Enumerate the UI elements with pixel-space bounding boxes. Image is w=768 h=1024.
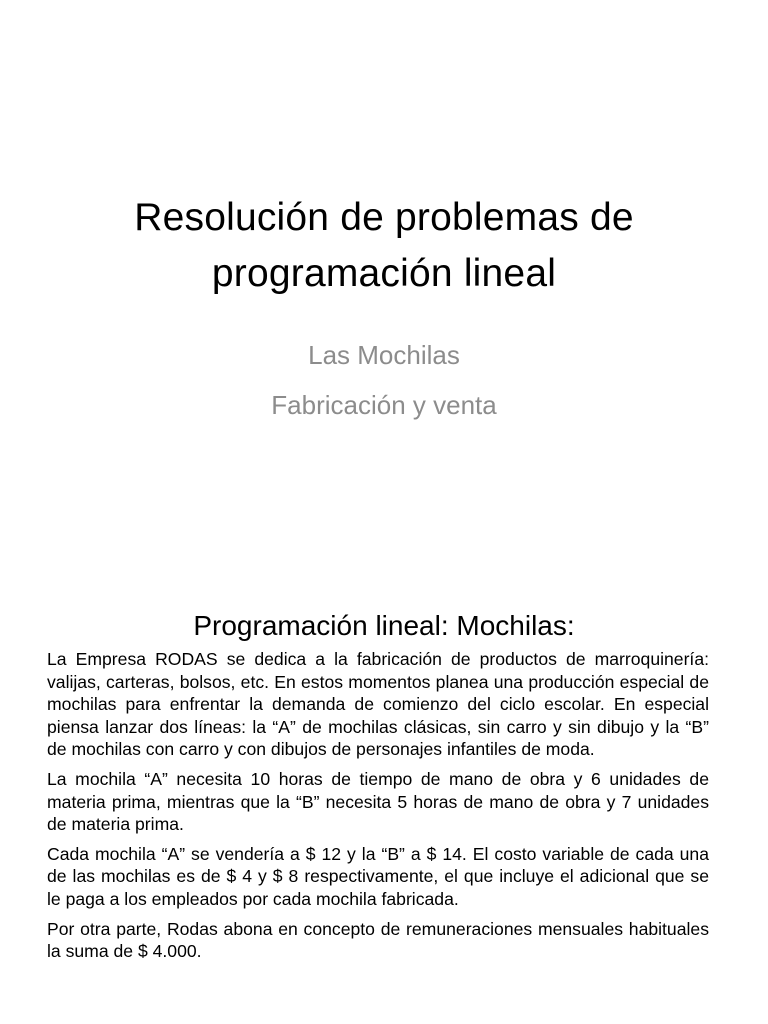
paragraph-salaries: Por otra parte, Rodas abona en concepto de remuneraciones mensuales habituales la suma de $ 4.000. [47, 918, 709, 962]
subtitle-line-1: Las Mochilas [308, 340, 460, 370]
paragraph-prices: Cada mochila “A” se vendería a $ 12 y la “B” a $ 14. El costo variable de cada una de las mochilas es de $ 4 y $ 8 respectivamente, el que incluye el adicional que se le paga a los empleados por cada mochila fabricada. [47, 843, 709, 909]
slide-body [47, 648, 709, 970]
slide-title: Programación lineal: Mochilas: [193, 610, 575, 641]
paragraph-company: La Empresa RODAS se dedica a la fabricación de productos de marroquinería: valijas, carteras, bolsos, etc. En estos momentos planea una producción especial de mochilas para enfrentar la demanda de comienzo del ciclo escolar. En especial piensa lanzar dos líneas: la “A” de mochilas clásicas, sin carro y sin dibujo y la “B” de mochilas con carro y con dibujos de personajes infantiles de moda. [47, 649, 709, 760]
title-line-2: programación lineal [211, 252, 557, 295]
presentation-title [60, 190, 708, 302]
presentation-subtitle [60, 330, 708, 430]
paragraph-resources: La mochila “A” necesita 10 horas de tiempo de mano de obra y 6 unidades de materia prima, mientras que la “B” necesita 5 horas de mano de obra y 7 unidades de materia prima. [47, 768, 709, 835]
subtitle-line-2: Fabricación y venta [271, 390, 497, 420]
title-line-1: Resolución de problemas de [134, 196, 634, 239]
content-slide [0, 576, 768, 1024]
